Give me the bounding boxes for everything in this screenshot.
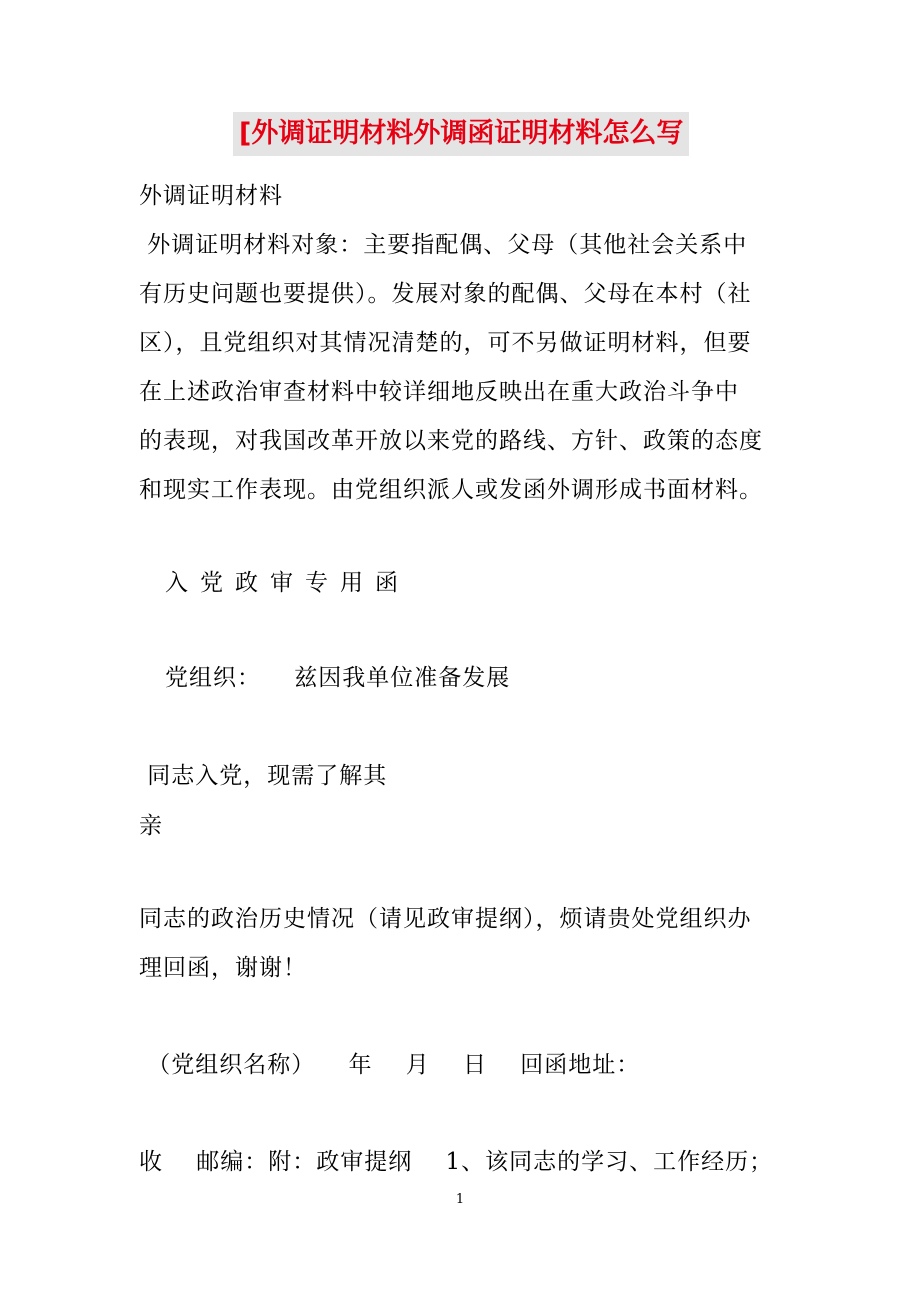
paragraph-line: 外调证明材料对象：主要指配偶、父母（其他社会关系中 bbox=[139, 232, 748, 258]
section-heading: 外调证明材料 bbox=[139, 183, 283, 209]
request-line: 同志的政治历史情况（请见政审提纲），烦请贵处党组织办 bbox=[139, 906, 752, 932]
paragraph-line: 区），且党组织对其情况清楚的，可不另做证明材料，但要 bbox=[139, 330, 752, 356]
comrade-line: 同志入党，现需了解其 bbox=[139, 763, 388, 789]
paragraph-line: 和现实工作表现。由党组织派人或发函外调形成书面材料。 bbox=[139, 477, 763, 503]
page-title: [外调证明材料外调函证明材料怎么写 bbox=[233, 112, 689, 156]
paragraph-line: 在上述政治审查材料中较详细地反映出在重大政治斗争中 bbox=[139, 379, 739, 405]
letter-title: 入党政审专用函 bbox=[165, 570, 410, 596]
signature-line: （党组织名称） 年 月 日 回函地址： bbox=[139, 1052, 641, 1078]
paragraph-line: 的表现，对我国改革开放以来党的路线、方针、政策的态度 bbox=[139, 428, 763, 454]
request-line: 理回函，谢谢！ bbox=[139, 955, 307, 981]
page-number: 1 bbox=[455, 1192, 465, 1207]
org-line: 党组织： 兹因我单位准备发展 bbox=[165, 665, 511, 691]
paragraph-line: 有历史问题也要提供）。发展对象的配偶、父母在本村（社 bbox=[139, 281, 752, 307]
relative-line: 亲 bbox=[139, 813, 163, 839]
postcode-line: 收 邮编：附：政审提纲 1、该同志的学习、工作经历； bbox=[139, 1149, 774, 1175]
